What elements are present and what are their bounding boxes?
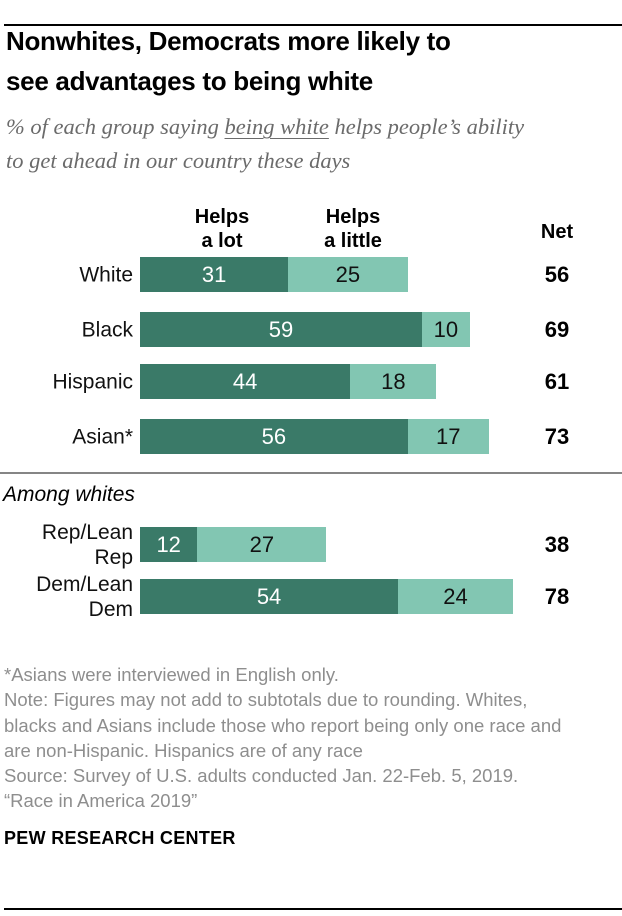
bar-row-black: [0, 312, 622, 347]
segment-helps-a-little: 18: [350, 364, 436, 399]
segment-helps-a-little: 25: [288, 257, 408, 292]
report-title-line: “Race in America 2019”: [4, 790, 198, 812]
segment-helps-a-little: 24: [398, 579, 513, 614]
net-value: 38: [544, 531, 570, 557]
net-value: 73: [544, 423, 570, 449]
bar-row-hispanic: [0, 364, 622, 399]
segment-helps-a-lot: 54: [140, 579, 398, 614]
segment-helps-a-little: 17: [408, 419, 489, 454]
column-header-net: Net: [540, 221, 574, 243]
top-rule: [4, 24, 622, 26]
subtitle-text: % of each group saying: [6, 114, 225, 139]
bar-row-white: [0, 257, 622, 292]
source-line: Source: Survey of U.S. adults conducted Jan. 22-Feb. 5, 2019.: [4, 765, 519, 787]
note-line: blacks and Asians include those who report being only one race and: [4, 714, 562, 736]
stacked-bar: [140, 579, 513, 614]
stacked-bar: [140, 527, 326, 562]
note-line: are non-Hispanic. Hispanics are of any race: [4, 739, 363, 761]
net-value: 69: [544, 316, 570, 342]
segment-helps-a-little: 10: [422, 312, 470, 347]
pew-research-center-logo: PEW RESEARCH CENTER: [4, 827, 236, 848]
segment-helps-a-lot: 59: [140, 312, 422, 347]
subtitle-line-2: to get ahead in our country these days: [6, 148, 351, 173]
segment-helps-a-lot: 12: [140, 527, 197, 562]
subtitle-line-1: [6, 110, 616, 144]
stacked-bar: [140, 257, 408, 292]
row-label: Rep/Lean Rep: [41, 520, 133, 569]
section-divider: [0, 472, 622, 474]
bottom-rule: [4, 908, 622, 910]
segment-helps-a-lot: 44: [140, 364, 350, 399]
stacked-bar: [140, 312, 470, 347]
subtitle-underlined-text: being white: [224, 114, 329, 139]
segment-helps-a-lot: 56: [140, 419, 408, 454]
chart-subtitle: [6, 110, 616, 178]
segment-helps-a-lot: 31: [140, 257, 288, 292]
bar-row-asian: [0, 419, 622, 454]
segment-helps-a-little: 27: [197, 527, 326, 562]
asterisk-note: *Asians were interviewed in English only.: [4, 664, 339, 685]
row-label: Hispanic: [52, 370, 133, 393]
subtitle-text: helps people’s ability: [328, 114, 525, 139]
net-value: 56: [544, 261, 570, 287]
column-header-helps-a-lot: Helps a lot: [194, 206, 250, 252]
column-header-helps-a-little: Helps a little: [324, 206, 382, 252]
row-label: Dem/Lean Dem: [36, 572, 133, 621]
stacked-bar: [140, 419, 489, 454]
row-label: Black: [81, 318, 133, 341]
row-label: Asian*: [72, 425, 133, 448]
page-title: [6, 21, 616, 101]
note-line: Note: Figures may not add to subtotals due to rounding. Whites,: [4, 689, 528, 711]
bar-row-rep-lean-rep: [0, 520, 622, 569]
section-label: Among whites: [3, 483, 135, 506]
bar-row-dem-lean-dem: [0, 572, 622, 621]
title-line-2: see advantages to being white: [6, 66, 373, 96]
stacked-bar-chart: [0, 178, 622, 621]
net-value: 78: [544, 583, 570, 609]
title-line-1: Nonwhites, Democrats more likely to: [6, 26, 451, 56]
footnotes: [4, 662, 622, 814]
column-headers: [0, 178, 622, 257]
row-label: White: [79, 263, 133, 286]
net-value: 61: [544, 368, 570, 394]
stacked-bar: [140, 364, 436, 399]
